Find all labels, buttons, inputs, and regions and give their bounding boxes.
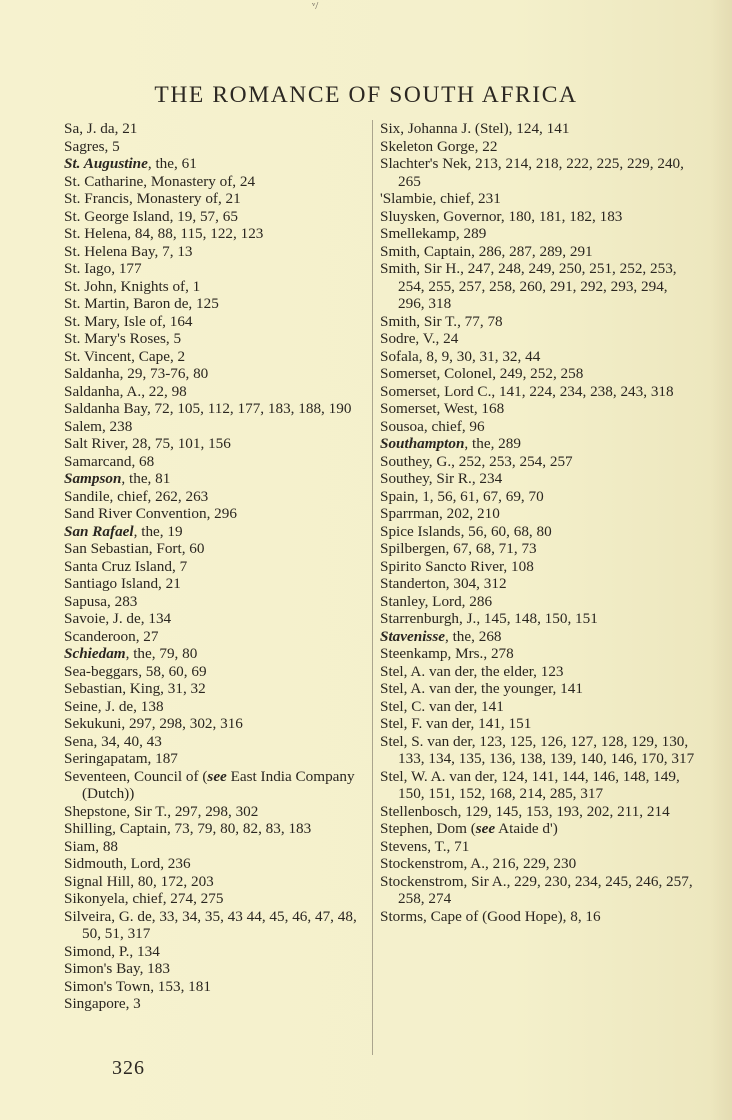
index-entry-text: Stel, A. van der, the younger, 141 (380, 680, 583, 697)
index-entry-text: Southey, Sir R., 234 (380, 470, 503, 487)
index-entry (380, 540, 696, 558)
index-entry (64, 470, 368, 488)
index-entry (380, 575, 696, 593)
index-entry (64, 540, 368, 558)
index-entry-text: , the, 268 (444, 627, 502, 645)
index-entry-text: Signal Hill, 80, 172, 203 (64, 872, 214, 890)
index-entry (380, 330, 696, 348)
index-entry (64, 365, 368, 383)
index-entry-text: Ataide d') (495, 820, 558, 837)
running-head: THE ROMANCE OF SOUTH AFRICA (154, 82, 578, 108)
index-entry (380, 383, 696, 401)
index-entry-text: Six, Johanna J. (Stel), 124, 141 (380, 120, 570, 137)
index-entry (380, 733, 696, 768)
index-entry (64, 295, 368, 313)
index-entry-text: Shepstone, Sir T., 297, 298, 302 (64, 802, 259, 820)
index-entry-text: , the, 79, 80 (125, 645, 198, 662)
index-entry-text: St. Mary's Roses, 5 (64, 330, 182, 347)
index-entry-text: Stel, W. A. van der, 124, 141, 144, 146, 148, 149, 150, 151, 152, 168, 214, 285, 317 (380, 767, 680, 802)
index-entry (64, 995, 368, 1013)
index-entry (64, 645, 368, 663)
index-entry (64, 873, 368, 891)
index-entry-text: Santiago Island, 21 (64, 575, 181, 592)
index-entry (380, 680, 696, 698)
index-entry-text: Spain, 1, 56, 61, 67, 69, 70 (380, 487, 544, 505)
index-entry-text: St. Mary, Isle of, 164 (64, 312, 193, 330)
index-entry (64, 313, 368, 331)
index-entry-text: St. John, Knights of, 1 (64, 277, 201, 295)
index-column-right (380, 120, 696, 925)
index-entry-text: Smith, Sir T., 77, 78 (380, 312, 503, 330)
index-entry-text: Somerset, Lord C., 141, 224, 234, 238, 243, 318 (380, 382, 674, 400)
index-entry (64, 715, 368, 733)
index-entry (64, 120, 368, 138)
index-entry-text: Skeleton Gorge, 22 (380, 137, 498, 155)
index-entry (380, 645, 696, 663)
index-entry-text: Seventeen, Council of ( (64, 767, 208, 785)
index-entry-text: Stel, S. van der, 123, 125, 126, 127, 128, 129, 130, 133, 134, 135, 136, 138, 139, 140, 146, 170, 317 (380, 732, 695, 767)
index-entry (64, 558, 368, 576)
index-entry (64, 663, 368, 681)
index-entry (380, 558, 696, 576)
index-entry (64, 155, 368, 173)
index-entry (64, 278, 368, 296)
index-entry (380, 715, 696, 733)
index-entry-text: Sidmouth, Lord, 236 (64, 855, 191, 872)
index-entry-text: St. George Island, 19, 57, 65 (64, 207, 238, 225)
index-entry (380, 435, 696, 453)
index-entry-text: Salt River, 28, 75, 101, 156 (64, 435, 231, 452)
index-entry (64, 978, 368, 996)
index-entry-text: Sparrman, 202, 210 (380, 505, 500, 522)
index-entry-text: Simon's Bay, 183 (64, 960, 170, 977)
index-entry-text: Stellenbosch, 129, 145, 153, 193, 202, 211, 214 (380, 802, 670, 820)
index-entry (64, 505, 368, 523)
index-entry-text: St. Francis, Monastery of, 21 (64, 190, 241, 207)
index-entry (380, 873, 696, 908)
index-entry-text: Stanley, Lord, 286 (380, 592, 493, 610)
index-entry (64, 733, 368, 751)
index-entry (64, 330, 368, 348)
index-entry-text: Steenkamp, Mrs., 278 (380, 645, 514, 662)
index-entry (64, 348, 368, 366)
index-entry (380, 190, 696, 208)
index-entry (380, 505, 696, 523)
index-entry (64, 208, 368, 226)
index-entry (380, 365, 696, 383)
index-entry (64, 488, 368, 506)
index-entry-text: Sikonyela, chief, 274, 275 (64, 890, 224, 907)
index-entry-text: Spice Islands, 56, 60, 68, 80 (380, 522, 552, 540)
index-entry-text: St. Vincent, Cape, 2 (64, 347, 186, 365)
index-entry-text: St. Helena Bay, 7, 13 (64, 242, 193, 260)
column-divider (372, 120, 373, 1055)
index-entry (64, 890, 368, 908)
index-entry (380, 470, 696, 488)
index-entry (380, 313, 696, 331)
index-entry-text: Saldanha, A., 22, 98 (64, 382, 187, 400)
index-entry (380, 855, 696, 873)
index-entry-text: 'Slambie, chief, 231 (380, 190, 501, 207)
index-entry (380, 593, 696, 611)
index-entry (64, 855, 368, 873)
index-entry (380, 243, 696, 261)
index-entry (64, 260, 368, 278)
index-entry (64, 453, 368, 471)
index-entry-text: Sekukuni, 297, 298, 302, 316 (64, 715, 243, 732)
index-entry-text: Storms, Cape of (Good Hope), 8, 16 (380, 907, 601, 925)
index-entry (64, 225, 368, 243)
index-entry-text: Silveira, G. de, 33, 34, 35, 43 44, 45, 46, 47, 48, 50, 51, 317 (64, 907, 357, 942)
index-entry-text: Stevens, T., 71 (380, 837, 470, 855)
index-entry (380, 138, 696, 156)
index-entry-text: Seringapatam, 187 (64, 750, 178, 767)
index-entry-text: Smith, Captain, 286, 287, 289, 291 (380, 242, 593, 260)
index-entry-italic-text: St. Augustine (64, 155, 148, 172)
index-entry-text: Shilling, Captain, 73, 79, 80, 82, 83, 183 (64, 820, 312, 837)
index-entry-text: St. Iago, 177 (64, 260, 142, 277)
index-entry (380, 208, 696, 226)
index-entry-text: Somerset, Colonel, 249, 252, 258 (380, 365, 584, 382)
index-entry-text: Simon's Town, 153, 181 (64, 977, 211, 995)
index-entry-text: Spirito Sancto River, 108 (380, 557, 534, 575)
index-entry-text: Saldanha, 29, 73-76, 80 (64, 365, 209, 382)
index-entry-text: Sousoa, chief, 96 (380, 417, 485, 435)
index-entry-text: , the, 81 (121, 470, 171, 487)
index-entry (64, 418, 368, 436)
index-entry-text: Sapusa, 283 (64, 592, 138, 610)
index-entry-italic-text: see (475, 820, 496, 837)
index-entry-text: St. Catharine, Monastery of, 24 (64, 172, 256, 190)
index-entry-text: Siam, 88 (64, 837, 119, 855)
index-entry (380, 488, 696, 506)
index-entry-text: Southey, G., 252, 253, 254, 257 (380, 452, 573, 470)
index-entry-text: Santa Cruz Island, 7 (64, 557, 188, 575)
index-entry-text: Sofala, 8, 9, 30, 31, 32, 44 (380, 347, 541, 365)
index-entry (380, 908, 696, 926)
index-entry-text: Stel, C. van der, 141 (380, 697, 504, 715)
index-entry (64, 173, 368, 191)
index-entry-text: Sodre, V., 24 (380, 330, 459, 347)
index-entry-text: Sluysken, Governor, 180, 181, 182, 183 (380, 207, 623, 225)
index-entry-text: Stockenstrom, A., 216, 229, 230 (380, 855, 577, 872)
index-entry (64, 400, 368, 418)
index-entry (380, 610, 696, 628)
index-entry-text: Spilbergen, 67, 68, 71, 73 (380, 540, 537, 557)
index-entry (64, 908, 368, 943)
index-entry-text: St. Helena, 84, 88, 115, 122, 123 (64, 225, 264, 242)
index-entry-italic-text: Schiedam (64, 645, 126, 662)
index-entry (380, 453, 696, 471)
index-entry-text: San Sebastian, Fort, 60 (64, 540, 205, 557)
index-entry (380, 768, 696, 803)
index-entry-text: Samarcand, 68 (64, 452, 155, 470)
index-entry-text: Sebastian, King, 31, 32 (64, 680, 206, 697)
index-entry-text: Standerton, 304, 312 (380, 575, 507, 592)
index-entry (380, 225, 696, 243)
index-entry-text: Singapore, 3 (64, 995, 141, 1012)
index-entry (64, 820, 368, 838)
index-entry (64, 138, 368, 156)
index-entry-text: Sandile, chief, 262, 263 (64, 487, 209, 505)
index-entry (64, 680, 368, 698)
index-entry (380, 400, 696, 418)
page-edge-shadow (710, 0, 732, 1120)
print-mark: ᵛ/ (312, 0, 319, 12)
index-entry-text: Stockenstrom, Sir A., 229, 230, 234, 245, 246, 257, 258, 274 (380, 872, 693, 907)
index-entry (64, 628, 368, 646)
index-column-left (64, 120, 368, 1013)
index-entry-text: Salem, 238 (64, 417, 133, 435)
index-entry-text: Sand River Convention, 296 (64, 505, 237, 522)
index-entry-text: Starrenburgh, J., 145, 148, 150, 151 (380, 610, 598, 627)
index-entry (380, 260, 696, 313)
index-entry-italic-text: see (207, 767, 227, 785)
index-entry-text: Sena, 34, 40, 43 (64, 732, 162, 750)
index-entry (64, 803, 368, 821)
index-entry (380, 155, 696, 190)
index-entry (64, 960, 368, 978)
index-entry (64, 593, 368, 611)
index-entry-text: , the, 61 (147, 155, 197, 172)
index-entry-text: Stel, A. van der, the elder, 123 (380, 662, 564, 680)
index-entry-text: St. Martin, Baron de, 125 (64, 295, 219, 312)
index-entry-text: Sa, J. da, 21 (64, 120, 138, 137)
index-entry (64, 838, 368, 856)
index-entry (380, 120, 696, 138)
index-entry (64, 190, 368, 208)
index-entry (64, 523, 368, 541)
index-entry (64, 383, 368, 401)
index-entry (380, 348, 696, 366)
index-entry-text: Smellekamp, 289 (380, 225, 487, 242)
index-entry-text: Somerset, West, 168 (380, 400, 505, 417)
index-entry (380, 663, 696, 681)
index-entry (380, 838, 696, 856)
index-entry-text: , the, 289 (464, 435, 521, 452)
index-entry-text: Savoie, J. de, 134 (64, 610, 172, 627)
index-entry-text: Stephen, Dom ( (380, 820, 476, 837)
index-entry-text: Smith, Sir H., 247, 248, 249, 250, 251, 252, 253, 254, 255, 257, 258, 260, 291, 292, 293, 294, 296, 318 (380, 260, 677, 312)
index-entry (380, 820, 696, 838)
index-entry-text: Seine, J. de, 138 (64, 697, 164, 715)
index-entry-text: Scanderoon, 27 (64, 627, 159, 645)
index-entry (380, 803, 696, 821)
index-entry-italic-text: Stavenisse (380, 627, 445, 645)
page-number: 326 (112, 1057, 145, 1079)
index-entry-text: , the, 19 (133, 522, 183, 540)
index-entry-text: Sea-beggars, 58, 60, 69 (64, 662, 207, 680)
index-entry (380, 418, 696, 436)
index-entry (64, 610, 368, 628)
index-entry (64, 575, 368, 593)
index-entry (64, 435, 368, 453)
index-entry-italic-text: Sampson (64, 470, 122, 487)
index-entry-text: Slachter's Nek, 213, 214, 218, 222, 225, 229, 240, 265 (380, 155, 684, 190)
index-entry-italic-text: Southampton (380, 435, 465, 452)
index-entry-text: East India Company (Dutch)) (82, 767, 355, 802)
index-entry (64, 943, 368, 961)
index-entry-text: Saldanha Bay, 72, 105, 112, 177, 183, 188, 190 (64, 400, 352, 417)
index-entry (64, 243, 368, 261)
index-entry (380, 628, 696, 646)
index-entry-text: Simond, P., 134 (64, 942, 160, 960)
index-entry (64, 768, 368, 803)
index-entry (64, 698, 368, 716)
index-entry (64, 750, 368, 768)
index-entry-text: Sagres, 5 (64, 137, 120, 155)
index-entry-text: Stel, F. van der, 141, 151 (380, 715, 532, 732)
index-entry (380, 698, 696, 716)
index-entry (380, 523, 696, 541)
index-entry-italic-text: San Rafael (64, 522, 134, 540)
